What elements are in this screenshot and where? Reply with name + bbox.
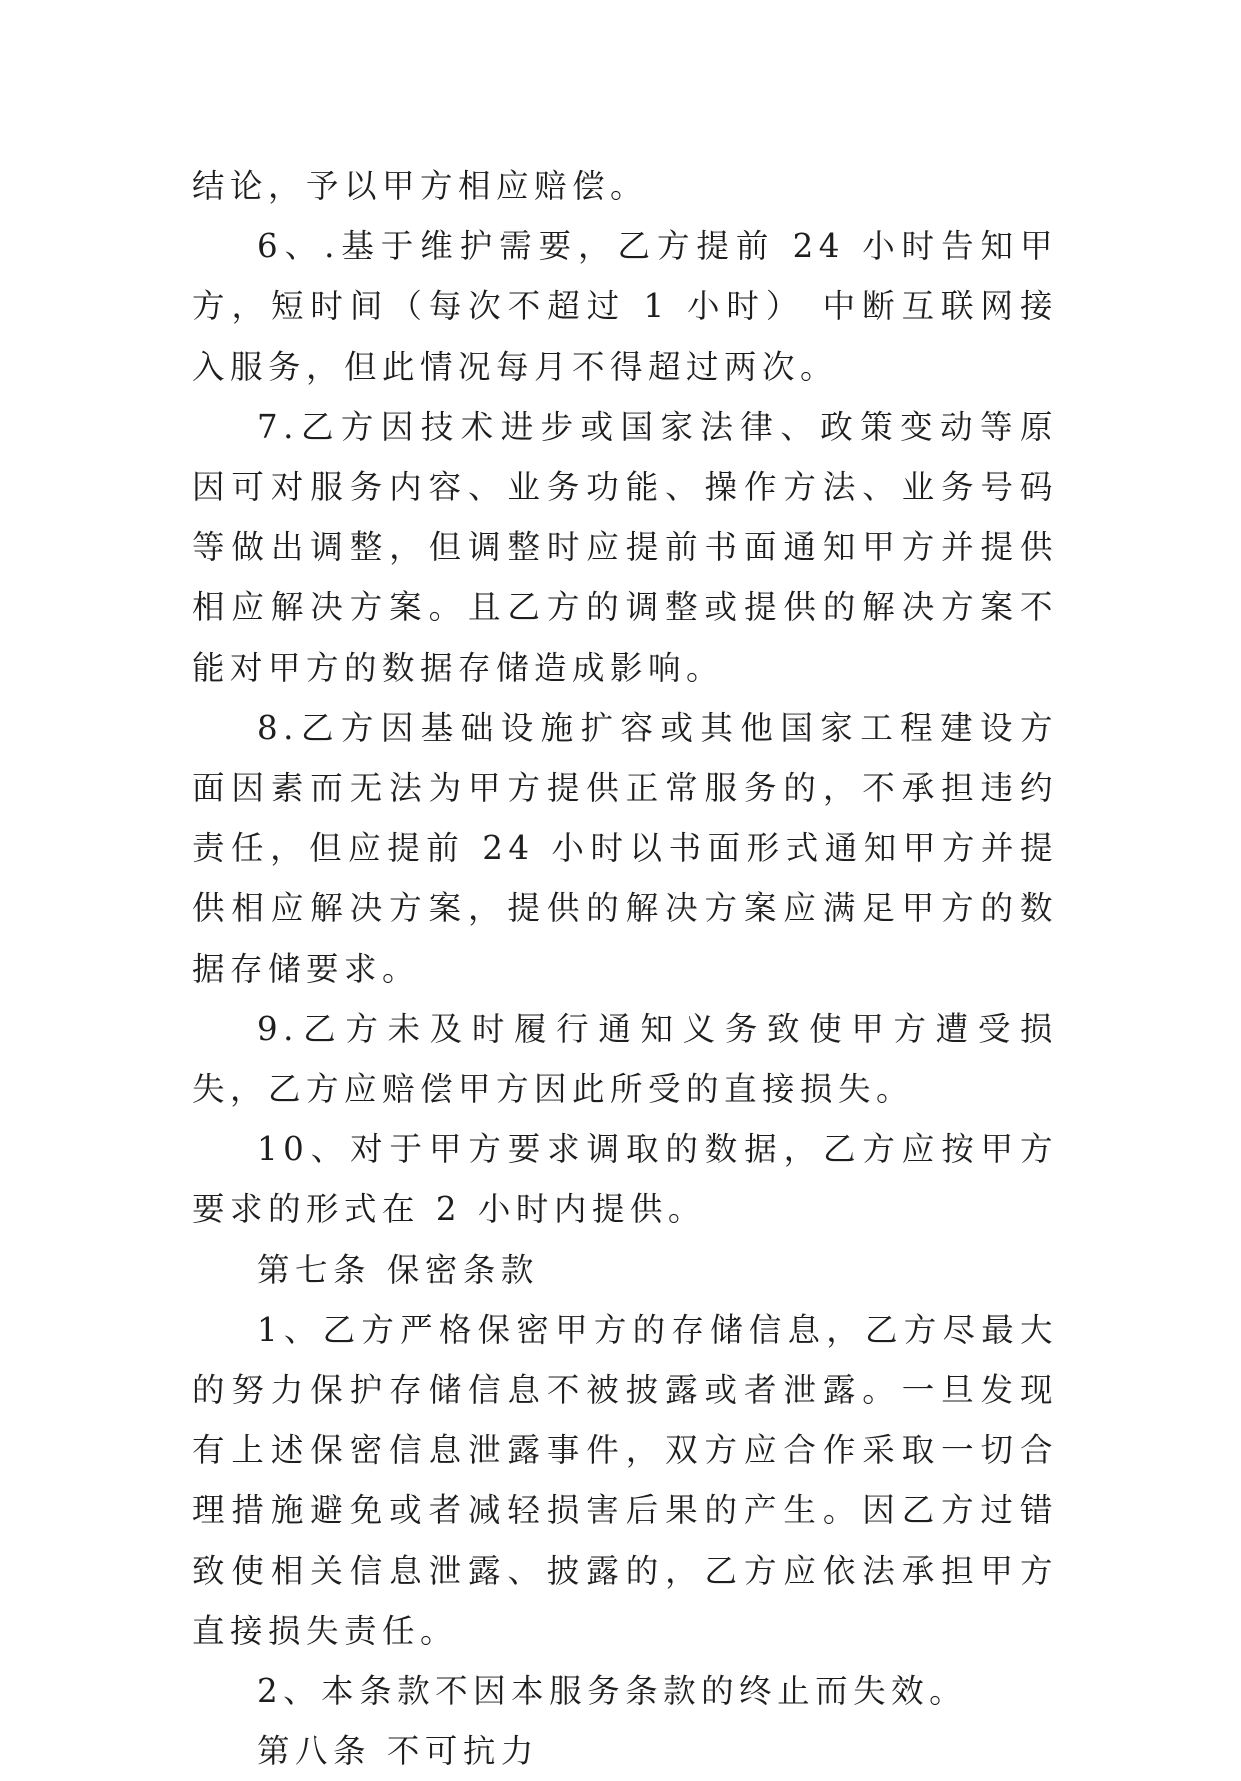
paragraph-item-6: 6、.基于维护需要，乙方提前 24 小时告知甲方，短时间（每次不超过 1 小时） 中断互联网接入服务，但此情况每月不得超过两次。 <box>192 227 1058 386</box>
paragraph-item-7: 7.乙方因技术进步或国家法律、政策变动等原因可对服务内容、业务功能、操作方法、业务号码等做出调整，但调整时应提前书面通知甲方并提供相应解决方案。且乙方的调整或提供的解决方案不能对甲方的数据存储造成影响。 <box>192 407 1058 687</box>
paragraph-item-8: 8.乙方因基础设施扩容或其他国家工程建设方面因素而无法为甲方提供正常服务的，不承担违约责任，但应提前 24 小时以书面形式通知甲方并提供相应解决方案，提供的解决方案应满足甲方的数据存储要求。 <box>192 708 1058 988</box>
paragraph-item-9: 9.乙方未及时履行通知义务致使甲方遭受损失，乙方应赔偿甲方因此所受的直接损失。 <box>192 1009 1058 1109</box>
section-heading-article-7: 第七条 保密条款 <box>257 1250 539 1289</box>
paragraph-item-10: 10、对于甲方要求调取的数据，乙方应按甲方要求的形式在 2 小时内提供。 <box>192 1130 1058 1229</box>
section-heading-article-8: 第八条 不可抗力 <box>257 1732 539 1771</box>
paragraph-confidentiality-1: 1、乙方严格保密甲方的存储信息，乙方尽最大的努力保护存储信息不被披露或者泄露。一旦发现有上述保密信息泄露事件，双方应合作采取一切合理措施避免或者减轻损害后果的产生。因乙方过错致使相关信息泄露、披露的，乙方应依法承担甲方直接损失责任。 <box>192 1310 1058 1650</box>
paragraph-continuation: 结论，予以甲方相应赔偿。 <box>192 167 649 205</box>
paragraph-confidentiality-2: 2、本条款不因本服务条款的终止而失效。 <box>257 1672 968 1711</box>
document-body <box>192 156 1058 1781</box>
